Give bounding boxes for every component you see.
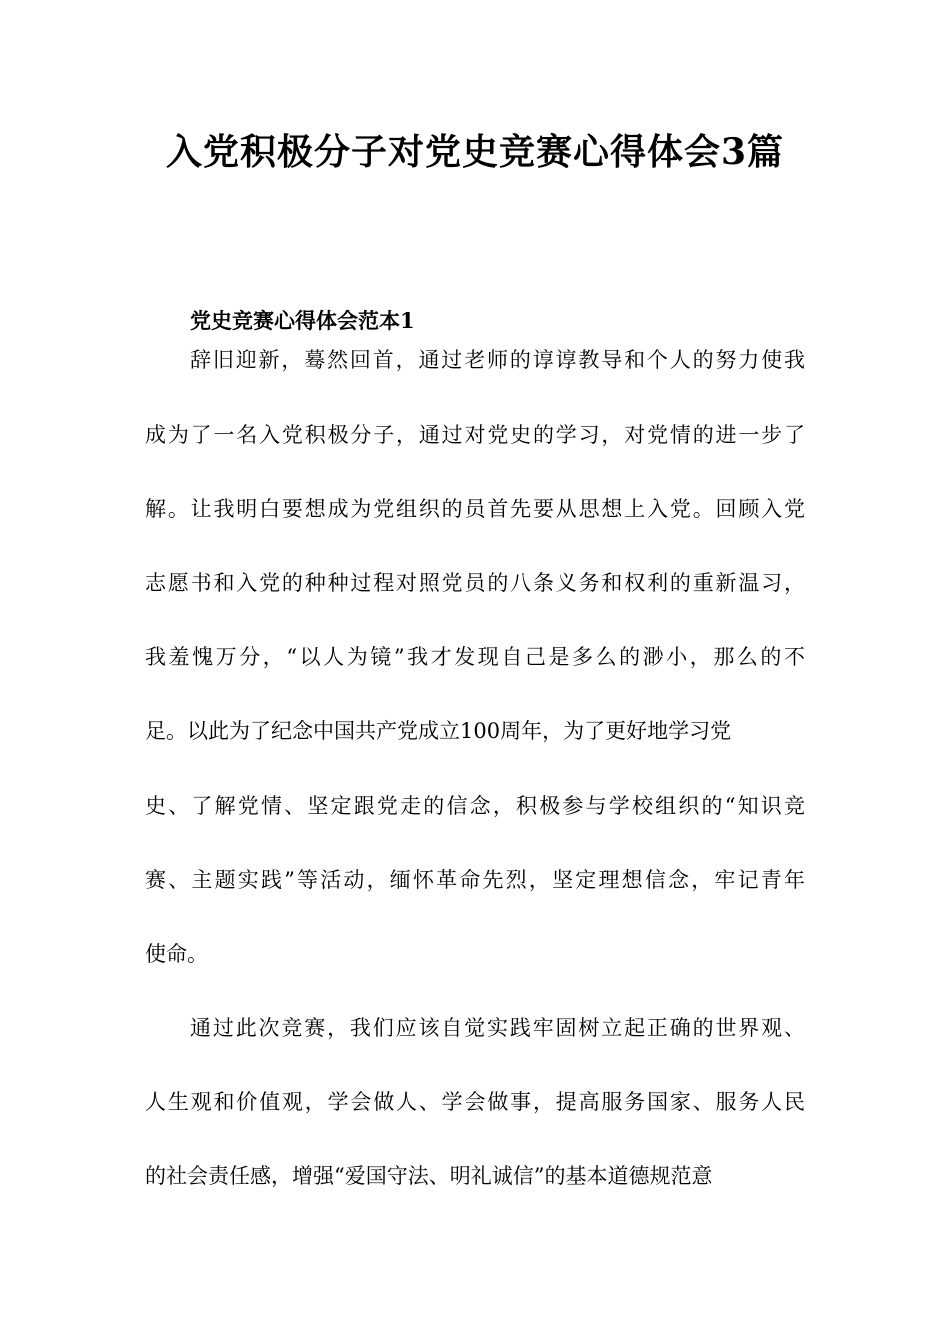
section-heading: 党史竞赛心得体会范本1 (190, 308, 415, 333)
paragraph1-line: 解。让我明白要想成为党组织的员首先要从思想上入党。回顾入党 (145, 497, 805, 521)
paragraph2-line: 的社会责任感，增强“爱国守法、明礼诚信”的基本道德规范意 (145, 1164, 713, 1188)
paragraph1-line: 辞旧迎新，蓦然回首，通过老师的谆谆教导和个人的努力使我 (190, 348, 805, 372)
paragraph2-line: 通过此次竞赛，我们应该自觉实践牢固树立起正确的世界观、 (190, 1016, 805, 1040)
paragraph1-line: 志愿书和入党的种种过程对照党员的八条义务和权利的重新温习， (145, 571, 805, 595)
document-title: 入党积极分子对党史竞赛心得体会3篇 (165, 131, 785, 173)
paragraph1-line: 足。以此为了纪念中国共产党成立100周年，为了更好地学习党 (145, 719, 732, 743)
paragraph1-line: 成为了一名入党积极分子，通过对党史的学习，对党情的进一步了 (145, 423, 805, 447)
paragraph1-line: 我羞愧万分，“以人为镜”我才发现自己是多么的渺小，那么的不 (145, 645, 805, 669)
paragraph2-line: 人生观和价值观，学会做人、学会做事，提高服务国家、服务人民 (145, 1090, 805, 1114)
paragraph1-line: 史、了解党情、坚定跟党走的信念，积极参与学校组织的“知识竞 (145, 794, 805, 818)
paragraph1-line: 赛、主题实践”等活动，缅怀革命先烈，坚定理想信念，牢记青年 (145, 868, 805, 892)
paragraph1-line: 使命。 (145, 942, 208, 966)
